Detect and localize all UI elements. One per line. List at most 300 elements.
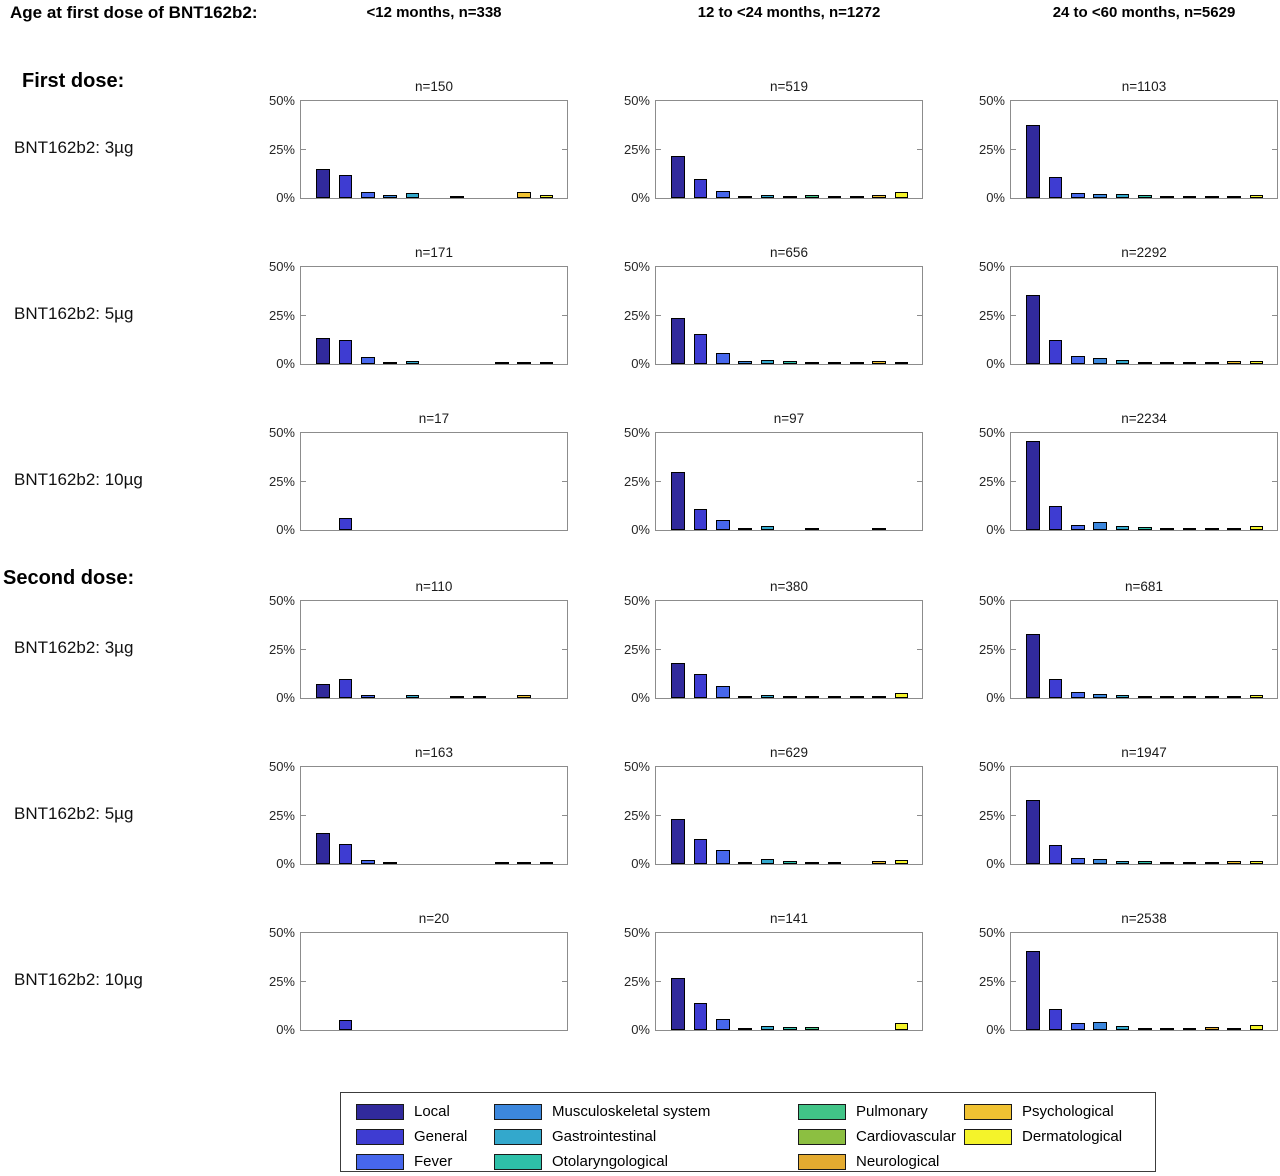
bar-local	[1026, 634, 1040, 698]
bar-musculoskeletal-system	[1093, 859, 1107, 864]
y-tick-mark	[562, 149, 567, 150]
y-tick-label: 0%	[631, 856, 650, 871]
bar-otolaryngological	[783, 196, 797, 198]
bar-gastrointestinal	[1116, 194, 1130, 198]
bar-psychological	[872, 861, 886, 864]
y-tick-mark	[562, 481, 567, 482]
legend-swatch-psychological	[964, 1104, 1012, 1120]
bar-fever	[1071, 692, 1085, 698]
y-tick-label: 25%	[268, 141, 295, 157]
bar-gastrointestinal	[1116, 861, 1130, 865]
bar-cardiovascular	[1183, 696, 1197, 698]
y-tick-label: 50%	[978, 259, 1005, 274]
bar-dermatological	[895, 693, 909, 698]
bar-neurological	[1205, 696, 1219, 698]
bar-musculoskeletal-system	[1093, 358, 1107, 364]
y-tick-label: 0%	[631, 690, 650, 705]
bar-dermatological	[895, 362, 909, 364]
y-tick-mark	[917, 481, 922, 482]
legend-label-pulmonary: Pulmonary	[856, 1103, 928, 1120]
bar-general	[339, 518, 353, 530]
y-tick-mark	[1011, 815, 1016, 816]
y-tick-mark	[1011, 149, 1016, 150]
bar-general	[339, 1020, 353, 1030]
y-tick-label: 50%	[978, 425, 1005, 440]
bar-fever	[716, 850, 730, 865]
bar-psychological	[872, 528, 886, 530]
bar-psychological	[872, 696, 886, 698]
chart-title: n=1103	[1121, 79, 1167, 94]
bar-gastrointestinal	[761, 195, 775, 198]
bar-otolaryngological	[783, 861, 797, 864]
y-tick-label: 25%	[978, 473, 1005, 489]
chart-title: n=141	[770, 911, 808, 926]
bar-musculoskeletal-system	[1093, 194, 1107, 198]
row-label-dose2-10ug: BNT162b2: 10µg	[14, 970, 143, 989]
bar-gastrointestinal	[761, 1026, 775, 1030]
legend-swatch-neurological	[798, 1154, 846, 1170]
y-tick-label: 25%	[623, 807, 650, 823]
bar-psychological	[1227, 196, 1241, 198]
legend-label-neurological: Neurological	[856, 1153, 940, 1170]
chart-r5-c1	[268, 745, 568, 871]
bar-psychological	[872, 361, 886, 364]
bar-dermatological	[895, 860, 909, 864]
y-tick-mark	[562, 981, 567, 982]
bar-general	[1049, 845, 1063, 864]
row-label-dose1-5ug: BNT162b2: 5µg	[14, 304, 134, 323]
bar-musculoskeletal-system	[738, 528, 752, 530]
bar-general	[1049, 177, 1063, 198]
bar-fever	[1071, 193, 1085, 198]
legend-label-local: Local	[414, 1103, 450, 1120]
y-tick-mark	[301, 815, 306, 816]
bar-dermatological	[1250, 195, 1264, 198]
bar-gastrointestinal	[761, 859, 775, 864]
bar-psychological	[1227, 1028, 1241, 1031]
bar-pulmonary	[805, 362, 819, 364]
y-tick-label: 0%	[276, 190, 295, 205]
chart-r5-c2	[623, 745, 923, 871]
legend-label-dermatological: Dermatological	[1022, 1128, 1123, 1145]
bar-fever	[716, 1019, 730, 1030]
y-tick-label: 25%	[268, 973, 295, 989]
bar-musculoskeletal-system	[1093, 694, 1107, 698]
bar-otolaryngological	[1138, 861, 1152, 864]
legend-label-cardiovascular: Cardiovascular	[856, 1128, 957, 1145]
y-tick-mark	[1011, 981, 1016, 982]
chart-r3-c3	[978, 411, 1278, 537]
legend-swatch-musculoskeletal-system	[494, 1104, 542, 1120]
bar-local	[1026, 441, 1040, 530]
y-tick-label: 50%	[978, 593, 1005, 608]
legend-swatch-dermatological	[964, 1129, 1012, 1145]
bar-fever	[716, 686, 730, 698]
y-tick-label: 0%	[986, 856, 1005, 871]
bar-general	[694, 179, 708, 198]
y-tick-mark	[562, 315, 567, 316]
bar-gastrointestinal	[1116, 360, 1130, 364]
bar-musculoskeletal-system	[1093, 522, 1107, 530]
bar-local	[316, 338, 330, 364]
bar-neurological	[495, 362, 509, 364]
bar-dermatological	[1250, 861, 1264, 864]
bar-cardiovascular	[828, 696, 842, 698]
bar-cardiovascular	[1183, 862, 1197, 864]
bar-dermatological	[540, 862, 554, 864]
bar-musculoskeletal-system	[1093, 1022, 1107, 1030]
y-tick-label: 25%	[268, 641, 295, 657]
chart-r2-c3	[978, 245, 1278, 371]
bar-cardiovascular	[473, 696, 487, 698]
y-tick-mark	[1272, 981, 1277, 982]
y-tick-mark	[1272, 815, 1277, 816]
chart-title: n=1947	[1121, 745, 1167, 760]
bar-fever	[361, 860, 375, 864]
y-tick-label: 0%	[631, 1022, 650, 1037]
legend-label-gastrointestinal: Gastrointestinal	[552, 1128, 657, 1145]
age-group-header-3: 24 to <60 months, n=5629	[1052, 4, 1236, 21]
bar-dermatological	[540, 195, 554, 198]
bar-psychological	[1227, 696, 1241, 698]
bar-otolaryngological	[1138, 1028, 1152, 1030]
bar-local	[316, 169, 330, 198]
y-tick-label: 50%	[978, 925, 1005, 940]
bar-musculoskeletal-system	[738, 196, 752, 198]
bar-psychological	[517, 695, 531, 699]
legend-swatch-otolaryngological	[494, 1154, 542, 1170]
y-tick-label: 0%	[631, 356, 650, 371]
y-tick-label: 25%	[978, 641, 1005, 657]
bar-cardiovascular	[1183, 528, 1197, 530]
bar-musculoskeletal-system	[738, 862, 752, 865]
bar-local	[1026, 295, 1040, 364]
y-tick-mark	[562, 815, 567, 816]
bar-dermatological	[1250, 1025, 1264, 1030]
bar-pulmonary	[805, 1027, 819, 1030]
row-label-dose2-3ug: BNT162b2: 3µg	[14, 638, 134, 657]
section-label-first-dose: First dose:	[22, 70, 125, 92]
bar-pulmonary	[1160, 196, 1174, 198]
y-tick-label: 25%	[268, 307, 295, 323]
bar-local	[671, 472, 685, 530]
y-tick-mark	[1272, 481, 1277, 482]
y-tick-mark	[1011, 481, 1016, 482]
row-label-dose1-3ug: BNT162b2: 3µg	[14, 138, 134, 157]
legend-label-fever: Fever	[414, 1153, 453, 1170]
chart-title: n=150	[415, 79, 453, 94]
chart-r3-c2	[623, 411, 923, 537]
y-tick-mark	[656, 481, 661, 482]
bar-general	[1049, 506, 1063, 530]
bar-general	[694, 1003, 708, 1030]
bar-musculoskeletal-system	[738, 1028, 752, 1030]
y-tick-mark	[656, 815, 661, 816]
bar-pulmonary	[1160, 528, 1174, 530]
chart-title: n=17	[418, 411, 450, 426]
bar-pulmonary	[1160, 862, 1174, 864]
chart-title: n=2292	[1121, 245, 1167, 260]
row-label-dose1-10ug: BNT162b2: 10µg	[14, 470, 143, 489]
bar-dermatological	[895, 1023, 909, 1030]
y-tick-label: 0%	[276, 356, 295, 371]
bar-gastrointestinal	[761, 695, 775, 699]
bar-pulmonary	[805, 528, 819, 530]
y-tick-mark	[301, 481, 306, 482]
y-tick-label: 25%	[623, 307, 650, 323]
y-tick-label: 0%	[986, 190, 1005, 205]
y-tick-label: 50%	[268, 425, 295, 440]
y-tick-label: 25%	[268, 807, 295, 823]
bar-otolaryngological	[1138, 195, 1152, 198]
bar-pulmonary	[1160, 1028, 1174, 1030]
bar-general	[1049, 340, 1063, 364]
chart-r1-c2	[623, 79, 923, 205]
bar-musculoskeletal-system	[383, 362, 397, 364]
chart-title: n=656	[770, 245, 808, 260]
y-tick-label: 0%	[276, 856, 295, 871]
bar-local	[671, 978, 685, 1030]
y-tick-label: 0%	[986, 690, 1005, 705]
y-tick-mark	[917, 315, 922, 316]
bar-neurological	[850, 362, 864, 364]
bar-cardiovascular	[1183, 196, 1197, 198]
legend-label-musculoskeletal-system: Musculoskeletal system	[552, 1103, 711, 1120]
chart-r4-c3	[978, 579, 1278, 705]
chart-r2-c1	[268, 245, 568, 371]
bar-fever	[1071, 1023, 1085, 1030]
legend-swatch-general	[356, 1129, 404, 1145]
bar-fever	[1071, 525, 1085, 530]
y-tick-mark	[1011, 649, 1016, 650]
y-tick-label: 50%	[268, 593, 295, 608]
bar-cardiovascular	[1183, 362, 1197, 364]
y-tick-label: 50%	[978, 759, 1005, 774]
bar-fever	[716, 353, 730, 364]
chart-r5-c3	[978, 745, 1278, 871]
bar-local	[316, 684, 330, 699]
row-label-dose2-5ug: BNT162b2: 5µg	[14, 804, 134, 823]
bar-neurological	[850, 196, 864, 198]
y-tick-label: 25%	[268, 473, 295, 489]
bar-pulmonary	[1160, 362, 1174, 364]
bar-dermatological	[1250, 695, 1264, 699]
bar-cardiovascular	[828, 196, 842, 198]
y-tick-label: 0%	[276, 522, 295, 537]
y-tick-label: 50%	[268, 259, 295, 274]
y-tick-mark	[301, 981, 306, 982]
y-tick-mark	[1011, 315, 1016, 316]
bar-pulmonary	[1160, 696, 1174, 698]
bar-gastrointestinal	[761, 360, 775, 364]
bar-gastrointestinal	[406, 361, 420, 365]
bar-musculoskeletal-system	[383, 195, 397, 198]
chart-r2-c2	[623, 245, 923, 371]
bar-local	[671, 819, 685, 864]
bar-local	[671, 156, 685, 198]
bar-fever	[1071, 356, 1085, 364]
legend-label-psychological: Psychological	[1022, 1103, 1114, 1120]
chart-title: n=97	[773, 411, 805, 426]
chart-r4-c1	[268, 579, 568, 705]
y-tick-mark	[656, 149, 661, 150]
y-tick-label: 50%	[623, 925, 650, 940]
chart-r6-c2	[623, 911, 923, 1037]
y-tick-mark	[917, 815, 922, 816]
bar-psychological	[1227, 861, 1241, 864]
y-tick-mark	[656, 649, 661, 650]
age-group-header-1: <12 months, n=338	[366, 4, 502, 21]
chart-r6-c3	[978, 911, 1278, 1037]
chart-title: n=20	[418, 911, 450, 926]
bar-psychological	[517, 192, 531, 198]
y-tick-label: 0%	[276, 690, 295, 705]
y-tick-mark	[301, 649, 306, 650]
bar-general	[694, 509, 708, 530]
chart-r1-c1	[268, 79, 568, 205]
bar-local	[1026, 800, 1040, 864]
y-tick-label: 0%	[986, 522, 1005, 537]
y-tick-mark	[917, 981, 922, 982]
bar-fever	[361, 192, 375, 198]
bar-neurological	[1205, 528, 1219, 531]
bar-dermatological	[540, 362, 554, 364]
bar-psychological	[1227, 528, 1241, 531]
bar-local	[671, 663, 685, 698]
bar-gastrointestinal	[406, 193, 420, 198]
y-tick-label: 25%	[623, 473, 650, 489]
y-tick-mark	[1272, 149, 1277, 150]
bar-psychological	[1227, 361, 1241, 365]
bar-gastrointestinal	[1116, 695, 1130, 698]
bar-neurological	[1205, 362, 1219, 364]
y-tick-mark	[917, 149, 922, 150]
legend-swatch-gastrointestinal	[494, 1129, 542, 1145]
y-tick-mark	[301, 315, 306, 316]
y-tick-mark	[656, 315, 661, 316]
bar-fever	[716, 191, 730, 198]
chart-title: n=519	[770, 79, 808, 94]
bar-fever	[361, 695, 375, 699]
y-tick-label: 25%	[978, 807, 1005, 823]
chart-title: n=629	[770, 745, 808, 760]
chart-title: n=2538	[1121, 911, 1167, 926]
y-tick-label: 50%	[978, 93, 1005, 108]
y-tick-label: 0%	[986, 1022, 1005, 1037]
bar-gastrointestinal	[1116, 1026, 1130, 1030]
bar-general	[339, 844, 353, 864]
age-group-header-2: 12 to <24 months, n=1272	[697, 4, 881, 21]
y-tick-label: 50%	[623, 259, 650, 274]
bar-local	[1026, 125, 1040, 198]
chart-r4-c2	[623, 579, 923, 705]
chart-r1-c3	[978, 79, 1278, 205]
bar-dermatological	[1250, 526, 1264, 530]
y-tick-mark	[917, 649, 922, 650]
bar-neurological	[495, 862, 509, 864]
legend-label-general: General	[414, 1128, 468, 1145]
bar-local	[316, 833, 330, 864]
bar-cardiovascular	[828, 362, 842, 364]
bar-neurological	[1205, 1027, 1219, 1030]
bar-pulmonary	[805, 862, 819, 864]
y-tick-label: 0%	[631, 190, 650, 205]
chart-title: n=681	[1125, 579, 1163, 594]
y-tick-label: 50%	[623, 93, 650, 108]
bar-fever	[716, 520, 730, 530]
chart-title: n=171	[415, 245, 453, 260]
bar-psychological	[872, 195, 886, 198]
bar-musculoskeletal-system	[383, 862, 397, 864]
y-tick-label: 50%	[623, 593, 650, 608]
y-tick-label: 50%	[623, 759, 650, 774]
bar-neurological	[1205, 196, 1219, 198]
y-tick-mark	[656, 981, 661, 982]
bar-dermatological	[895, 192, 909, 198]
bar-dermatological	[1250, 361, 1264, 365]
bar-gastrointestinal	[406, 695, 420, 699]
bar-general	[339, 340, 353, 364]
chart-r6-c1	[268, 911, 568, 1037]
bar-fever	[361, 357, 375, 364]
y-tick-mark	[1272, 649, 1277, 650]
chart-title: n=163	[415, 745, 453, 760]
legend-swatch-pulmonary	[798, 1104, 846, 1120]
bar-otolaryngological	[783, 361, 797, 364]
legend	[340, 1092, 1156, 1172]
legend-swatch-fever	[356, 1154, 404, 1170]
y-tick-mark	[562, 649, 567, 650]
y-tick-label: 25%	[978, 973, 1005, 989]
bar-gastrointestinal	[1116, 526, 1130, 531]
bar-otolaryngological	[1138, 527, 1152, 530]
y-tick-label: 25%	[623, 141, 650, 157]
y-tick-mark	[1272, 315, 1277, 316]
bar-general	[1049, 1009, 1063, 1030]
bar-pulmonary	[805, 696, 819, 698]
bar-otolaryngological	[783, 696, 797, 698]
bar-gastrointestinal	[761, 526, 775, 530]
bar-cardiovascular	[828, 862, 842, 864]
chart-r3-c1	[268, 411, 568, 537]
y-tick-label: 0%	[276, 1022, 295, 1037]
y-tick-label: 25%	[623, 973, 650, 989]
bar-psychological	[517, 362, 531, 364]
bar-general	[694, 674, 708, 698]
y-tick-label: 50%	[268, 759, 295, 774]
y-tick-label: 50%	[268, 925, 295, 940]
bar-otolaryngological	[1138, 696, 1152, 698]
bar-musculoskeletal-system	[738, 696, 752, 698]
chart-title: n=380	[770, 579, 808, 594]
bar-pulmonary	[450, 196, 464, 198]
y-tick-label: 25%	[623, 641, 650, 657]
y-tick-label: 0%	[631, 522, 650, 537]
bar-neurological	[850, 696, 864, 698]
bar-otolaryngological	[1138, 362, 1152, 364]
chart-title: n=2234	[1121, 411, 1167, 426]
bar-musculoskeletal-system	[738, 361, 752, 365]
bar-general	[339, 175, 353, 198]
bar-pulmonary	[805, 195, 819, 198]
bar-pulmonary	[450, 696, 464, 698]
section-label-second-dose: Second dose:	[3, 567, 135, 589]
legend-label-otolaryngological: Otolaryngological	[552, 1153, 668, 1170]
legend-swatch-cardiovascular	[798, 1129, 846, 1145]
bar-general	[694, 334, 708, 364]
y-tick-label: 50%	[268, 93, 295, 108]
y-tick-mark	[301, 149, 306, 150]
